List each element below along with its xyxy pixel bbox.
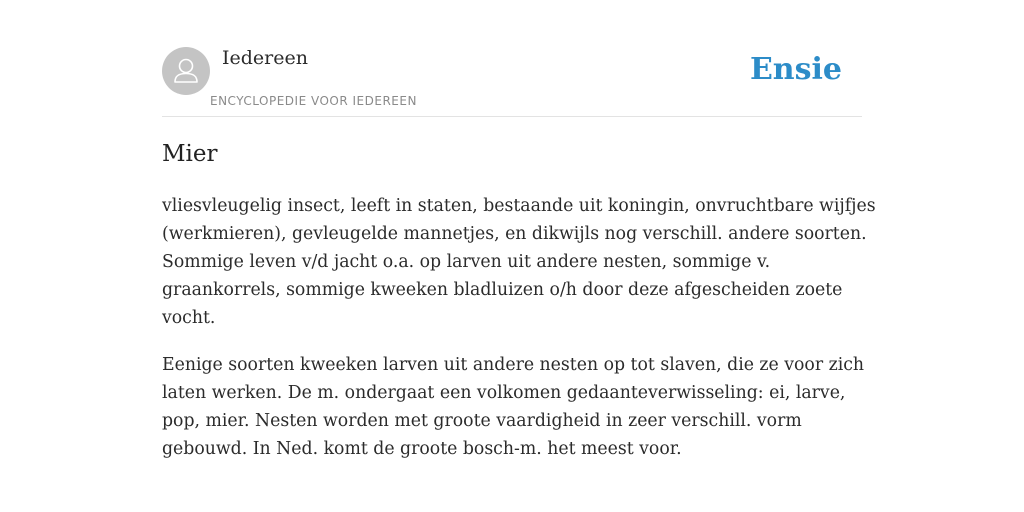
brand-logo[interactable]: Ensie xyxy=(749,52,842,87)
article-paragraph: Eenige soorten kweeken larven uit andere nesten op tot slaven, die ze voor zich laten werken. De m. ondergaat een volkomen gedaanteverwisseling: ei, larve, pop, mier. Nesten worden met groote vaardigheid in zeer verschill. vorm gebouwd. In Ned. komt de groote bosch-m. het meest voor. xyxy=(162,355,865,459)
author-subtitle: ENCYCLOPEDIE VOOR IEDEREEN xyxy=(210,94,417,108)
header xyxy=(162,0,862,117)
article-paragraph: vliesvleugelig insect, leeft in staten, bestaande uit koningin, onvruchtbare wijfjes (werkmieren), gevleugelde mannetjes, en dikwijls nog verschill. andere soorten. Sommige leven v/d jacht o.a. op larven uit andere nesten, sommige v. graankorrels, sommige kweeken bladluizen o/h door deze afgescheiden zoete vocht. xyxy=(162,196,876,328)
avatar[interactable] xyxy=(162,47,210,95)
author-name[interactable]: Iedereen xyxy=(222,47,308,69)
user-icon xyxy=(162,47,210,95)
page-title: Mier xyxy=(162,141,218,167)
article-body xyxy=(162,192,882,482)
